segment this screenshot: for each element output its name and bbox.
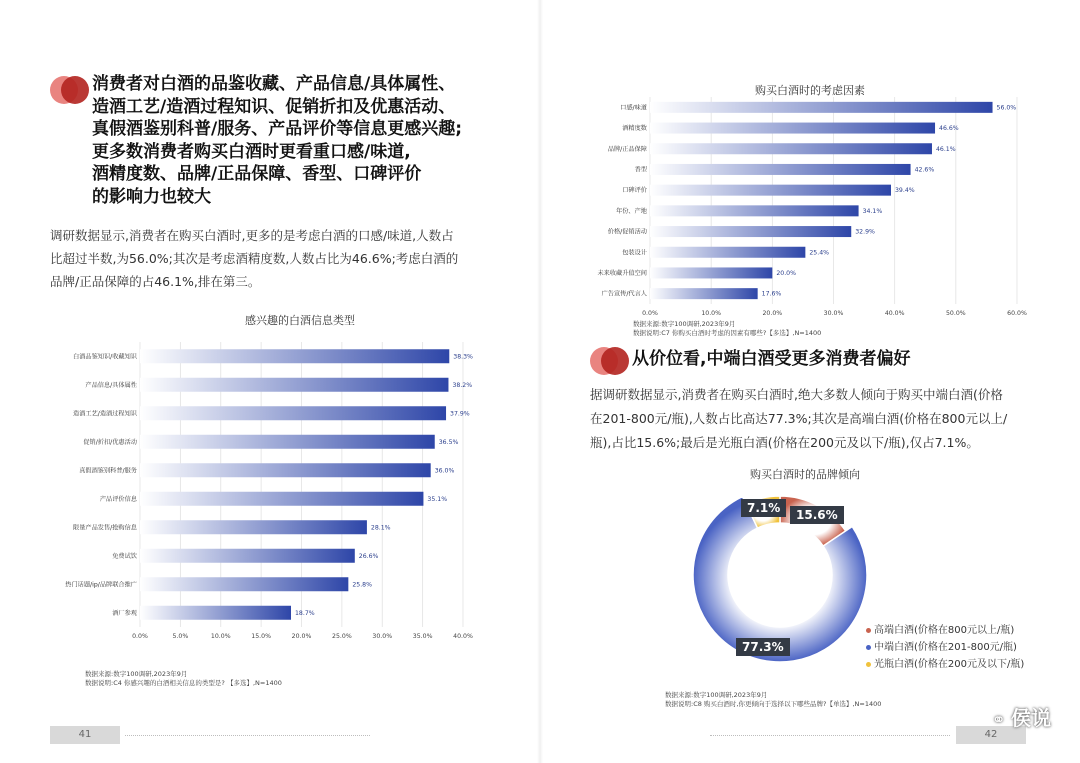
value-label: 36.5% (438, 438, 459, 446)
x-tick-label: 20.0% (291, 633, 312, 640)
category-label: 免费试饮 (112, 552, 137, 560)
x-tick-label: 0.0% (132, 633, 148, 640)
heading-line: 造酒工艺/造酒过程知识、促销折扣及优惠活动、 (92, 96, 456, 117)
x-tick-label: 15.0% (251, 633, 271, 640)
bar (650, 288, 758, 299)
page-number-left: 41 (50, 726, 120, 744)
category-label: 香型 (634, 166, 647, 174)
paragraph-line: 在201-800元/瓶),人数占比高达77.3%;其次是高端白酒(价格在800元以上/ (590, 411, 1008, 426)
category-label: 限量产品发售/抢购信息 (73, 524, 137, 532)
category-label: 广告宣传/代言人 (601, 290, 647, 298)
value-label: 39.4% (894, 187, 915, 195)
factor-bar-chart (580, 96, 1080, 318)
bar (140, 606, 291, 620)
heading-line: 的影响力也较大 (92, 186, 211, 207)
category-label: 真假酒鉴别科普/服务 (79, 467, 137, 475)
value-label: 56.0% (996, 104, 1017, 112)
category-label: 热门话题/ip/品牌联合推广 (65, 581, 137, 589)
bar (140, 435, 435, 449)
value-label: 25.8% (352, 581, 372, 589)
footer-divider-right (710, 735, 950, 736)
category-label: 促销/折扣/优惠活动 (83, 438, 137, 446)
bar (140, 520, 367, 534)
paragraph-line: 比超过半数,为56.0%;其次是考虑酒精度数,人数占比为46.6%;考虑白酒的 (50, 251, 459, 266)
value-label: 32.9% (855, 228, 875, 236)
value-label: 34.1% (862, 207, 883, 215)
wechat-icon: ⚭ (992, 710, 1011, 729)
category-label: 造酒工艺/造酒过程知识 (73, 410, 137, 418)
chart3-title: 购买白酒时的品牌倾向 (750, 468, 860, 481)
category-label: 包装设计 (622, 249, 647, 257)
chart3-source-note (665, 691, 881, 709)
category-label: 口碑评价 (622, 187, 647, 195)
note-line: 数据说明:C7 你购买白酒时考虑的因素有哪些?【多选】,N=1400 (633, 329, 822, 337)
legend-item-mid: 中端白酒(价格在201-800元/瓶) (866, 639, 1024, 656)
note-line: 数据来源:数字100调研,2023年9月 (665, 691, 768, 699)
value-label: 17.6% (761, 290, 782, 298)
bar (140, 349, 449, 363)
value-label: 18.7% (295, 609, 315, 617)
legend-item-high: 高端白酒(价格在800元以上/瓶) (866, 622, 1024, 639)
section-paragraph (50, 224, 520, 293)
bar (140, 577, 348, 591)
category-label: 未来收藏升值空间 (597, 269, 647, 277)
x-tick-label: 30.0% (372, 633, 393, 640)
note-line: 数据来源:数字100调研,2023年9月 (85, 670, 188, 678)
category-label: 品牌/正品保障 (607, 145, 647, 153)
heading-line: 酒精度数、品牌/正品保障、香型、口碑评价 (92, 164, 422, 184)
category-label: 价格/促销活动 (607, 228, 647, 236)
bar (140, 378, 448, 392)
paragraph-line: 调研数据显示,消费者在购买白酒时,更多的是考虑白酒的口感/味道,人数占 (50, 228, 454, 243)
section-heading (92, 73, 462, 208)
bar (140, 492, 423, 506)
bar (650, 102, 993, 113)
category-label: 白酒品鉴知识/收藏知识 (73, 353, 137, 361)
bar (140, 406, 446, 420)
bar (140, 463, 431, 477)
bar (650, 226, 851, 237)
bar (650, 185, 891, 196)
chart2-title: 购买白酒时的考虑因素 (755, 84, 865, 97)
paragraph-line: 瓶),占比15.6%;最后是光瓶白酒(价格在200元及以下/瓶),仅占7.1%。 (590, 435, 979, 450)
note-line: 数据来源:数字100调研,2023年9月 (633, 320, 736, 328)
x-tick-label: 10.0% (210, 633, 231, 640)
chart2-source-note (633, 320, 821, 338)
x-tick-label: 20.0% (762, 310, 783, 317)
pie-label-high: 15.6% (790, 506, 844, 524)
bar (650, 143, 932, 154)
value-label: 36.0% (434, 467, 455, 475)
category-label: 酒精度数 (622, 125, 647, 133)
x-tick-label: 60.0% (1007, 310, 1027, 317)
value-label: 37.9% (450, 410, 470, 418)
section-heading-2: 从价位看,中端白酒受更多消费者偏好 (632, 349, 911, 369)
x-tick-label: 40.0% (884, 310, 905, 317)
watermark: ⚭ 侯说 (992, 706, 1051, 730)
x-tick-label: 50.0% (946, 310, 966, 317)
value-label: 46.6% (939, 125, 959, 133)
chart1-title: 感兴趣的白酒信息类型 (245, 314, 355, 327)
legend-dot-mid-icon (866, 645, 871, 650)
legend-dot-high-icon (866, 628, 871, 633)
pie-legend (866, 622, 1024, 673)
bar (650, 164, 911, 175)
note-line: 数据说明:C4 你感兴趣的白酒相关信息的类型是? 【多选】,N=1400 (85, 679, 282, 687)
pie-label-low: 7.1% (741, 499, 786, 517)
value-label: 28.1% (370, 524, 391, 532)
note-line: 数据说明:C8 购买白酒时,你更倾向于选择以下哪些品牌?【单选】,N=1400 (665, 700, 882, 708)
category-label: 产品信息/具体属性 (85, 381, 137, 389)
x-tick-label: 35.0% (412, 633, 433, 640)
category-label: 产品评价信息 (99, 495, 137, 503)
right-page (540, 0, 1080, 763)
heading-line: 真假酒鉴别科普/服务、产品评价等信息更感兴趣; (92, 119, 463, 139)
page-number-right: 42 (956, 726, 1026, 744)
category-label: 口感/味道 (620, 104, 647, 112)
bar (650, 205, 859, 216)
paragraph-line: 品牌/正品保障的占46.1%,排在第三。 (50, 274, 261, 289)
pie-label-mid: 77.3% (736, 638, 790, 656)
value-label: 46.1% (935, 145, 956, 153)
footer-divider-left (125, 735, 370, 736)
value-label: 38.3% (453, 353, 473, 361)
bar (650, 267, 772, 278)
legend-dot-low-icon (866, 662, 871, 667)
bar (140, 549, 355, 563)
x-tick-label: 25.0% (332, 633, 352, 640)
x-tick-label: 10.0% (701, 310, 721, 317)
x-tick-label: 30.0% (823, 310, 844, 317)
x-tick-label: 5.0% (172, 633, 189, 640)
heading-circles-icon (50, 76, 90, 104)
category-label: 酒厂参观 (112, 609, 137, 617)
value-label: 35.1% (427, 495, 448, 503)
paragraph-line: 据调研数据显示,消费者在购买白酒时,绝大多数人倾向于购买中端白酒(价格 (590, 387, 1003, 402)
x-tick-label: 40.0% (453, 633, 473, 640)
heading2-circles-icon (590, 347, 630, 375)
value-label: 38.2% (452, 381, 473, 389)
value-label: 42.6% (914, 166, 935, 174)
x-tick-label: 0.0% (642, 310, 658, 317)
interest-bar-chart (50, 330, 490, 650)
value-label: 26.6% (358, 552, 379, 560)
value-label: 20.0% (776, 269, 796, 277)
value-label: 25.4% (809, 249, 830, 257)
category-label: 年份、产地 (616, 207, 647, 215)
heading-line: 消费者对白酒的品鉴收藏、产品信息/具体属性、 (92, 74, 456, 94)
heading-line: 更多数消费者购买白酒时更看重口感/味道, (92, 141, 411, 162)
bar (650, 247, 805, 258)
bar (650, 123, 935, 134)
legend-item-low: 光瓶白酒(价格在200元及以下/瓶) (866, 656, 1024, 673)
chart1-source-note (85, 670, 282, 688)
section-paragraph-2 (590, 383, 1070, 455)
